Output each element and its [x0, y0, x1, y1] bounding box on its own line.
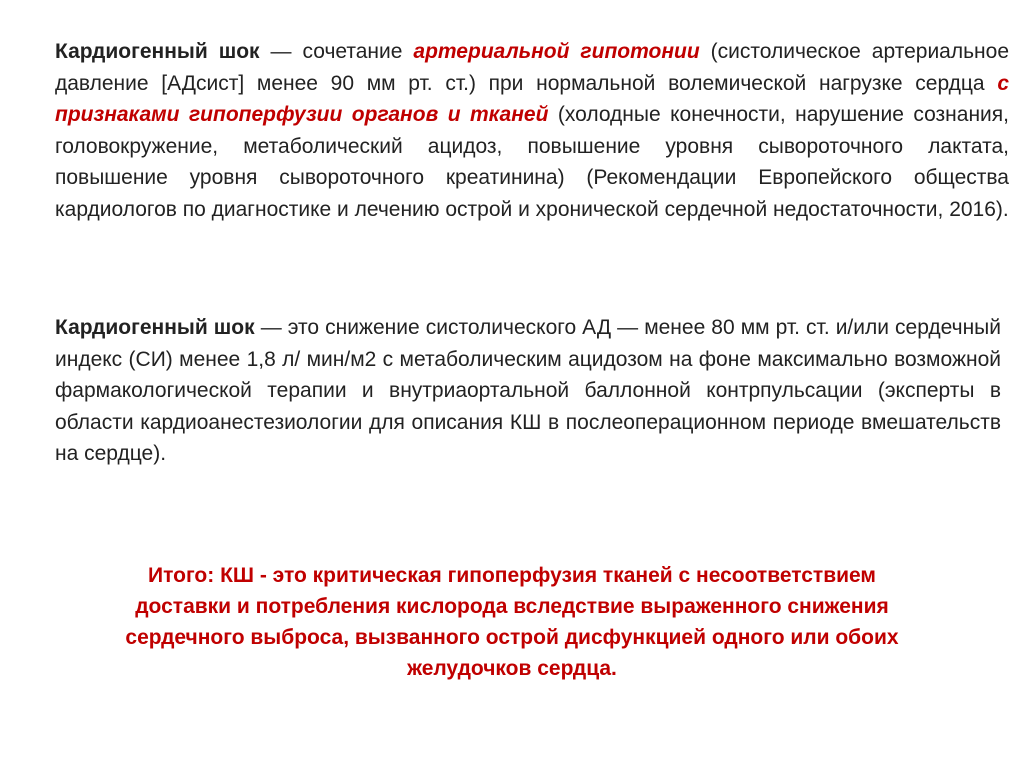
text-segment: (холодные конечности, нарушение сознания, головокружение, метаболический ацидоз, повышение уровня сывороточного лактата, повышение уровня сывороточного креатинина) (Рекомендации Европейского общества кардиологов по диагностике и лечению острой и хронической сердечной недостаточности, 2016).	[55, 103, 1009, 221]
text-segment: (систолическое артериальное давление [АДсист] менее 90 мм рт. ст.) при нормальной волемической нагрузке сердца	[55, 40, 1009, 95]
definition-paragraph-1	[55, 36, 1009, 225]
summary-line: желудочков сердца.	[407, 657, 617, 680]
summary-line: Итого: КШ - это критическая гипоперфузия тканей с несоответствием	[148, 564, 876, 587]
text-segment: — это снижение систолического АД — менее 80 мм рт. ст. и/или сердечный индекс (СИ) менее 1,8 л/ мин/м2 с метаболическим ацидозом на фоне максимально возможной фармакологической терапии и внутриаортальной баллонной контрпульсации (эксперты в области кардиоанестезиологии для описания КШ в послеоперационном периоде вмешательств на сердце).	[55, 316, 1001, 465]
summary-line: доставки и потребления кислорода вследствие выраженного снижения	[135, 595, 889, 618]
text-segment: — сочетание	[259, 40, 414, 63]
highlight-hypotension: артериальной гипотонии	[413, 40, 700, 63]
definition-paragraph-2	[55, 312, 1001, 470]
highlight-hypoperfusion: с признаками гипоперфузии органов и тканей	[55, 71, 1009, 126]
summary-block	[40, 560, 984, 684]
term-label: Кардиогенный шок	[55, 316, 255, 339]
summary-line: сердечного выброса, вызванного острой дисфункцией одного или обоих	[125, 626, 899, 649]
term-label: Кардиогенный шок	[55, 40, 260, 63]
